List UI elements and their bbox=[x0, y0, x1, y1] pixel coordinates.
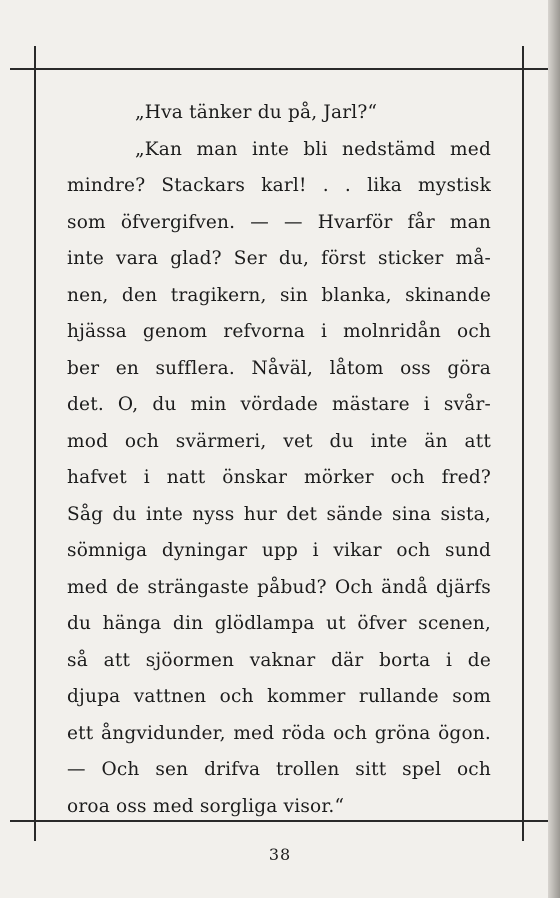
text-line: hjässa genom refvorna i molnridån och bbox=[67, 321, 491, 342]
text-line: inte vara glad? Ser du, först sticker må- bbox=[67, 248, 491, 269]
text-line: Såg du inte nyss hur det sände sina sista, bbox=[67, 503, 491, 525]
text-line: ett ångvidunder, med röda och gröna ögon. bbox=[67, 722, 491, 744]
text-line: nen, den tragikern, sin blanka, skinande bbox=[67, 284, 491, 306]
text-line: sömniga dyningar upp i vikar och sund bbox=[67, 540, 491, 561]
text-line: ber en sufflera. Nåväl, låtom oss göra bbox=[67, 357, 491, 379]
text-line: mindre? Stackars karl! . . lika mystisk bbox=[67, 175, 491, 196]
text-line: oroa oss med sorgliga visor.“ bbox=[67, 795, 345, 817]
text-line: det. O, du min vördade mästare i svår- bbox=[67, 394, 491, 415]
page-edge-shadow bbox=[548, 0, 560, 898]
text-line: hafvet i natt önskar mörker och fred? bbox=[67, 467, 491, 488]
text-line: med de strängaste påbud? Och ändå djärfs bbox=[67, 576, 491, 598]
top-rule bbox=[10, 68, 550, 70]
text-line: „Kan man inte bli nedstämd med bbox=[135, 138, 491, 160]
text-line: så att sjöormen vaknar där borta i de bbox=[67, 649, 491, 671]
body-text bbox=[67, 95, 491, 825]
text-line: „Hva tänker du på, Jarl?“ bbox=[135, 102, 378, 123]
right-rule bbox=[522, 46, 524, 841]
text-line: du hänga din glödlampa ut öfver scenen, bbox=[67, 613, 491, 634]
text-line: som öfvergifven. — — Hvarför får man bbox=[67, 211, 491, 233]
page-number: 38 bbox=[268, 845, 292, 864]
left-rule bbox=[34, 46, 36, 841]
text-line: mod och svärmeri, vet du inte än att bbox=[67, 430, 491, 452]
text-line: djupa vattnen och kommer rullande som bbox=[67, 686, 491, 707]
text-line: — Och sen drifva trollen sitt spel och bbox=[67, 759, 491, 780]
